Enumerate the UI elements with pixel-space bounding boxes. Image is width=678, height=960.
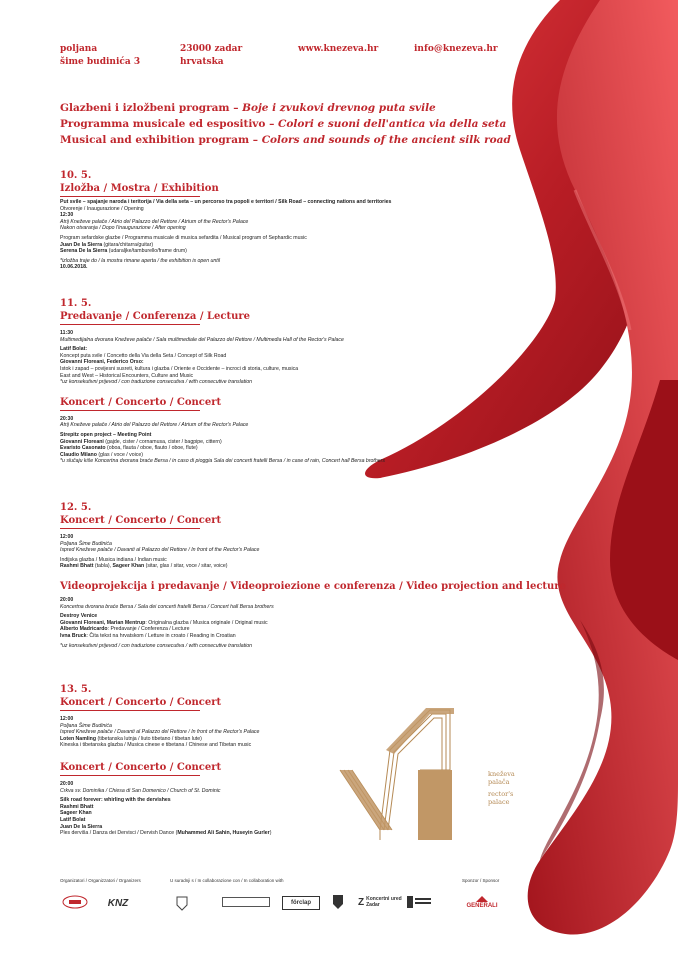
city-crest-logo [330, 893, 346, 911]
day-date: 10. 5. [60, 170, 92, 181]
day-date: 13. 5. [60, 684, 92, 695]
video-details: 20:00 Koncertna dvorana braće Bersa / Sala dei concerti fratelli Bersa / Concert hall Bersa brothers Destroy Venice Giovanni Floreani, Marian Mentrup: Originalna glazba / Musica originale / Original music Alberto Madricardo: Predavanje / Conferenza / Lecture Ivna Bruck: Čita tekst na hrvatskom / Letture in croato / Reading in Croatian *uz konsekutivni prijevod / con traduzione consecutiva / with consecutive translation [60, 596, 274, 649]
event-details: 12:00 Poljana Šime Budinića Ispred Kneževe palače / Davanti al Palazzo del Rettore / In front of the Rector's Palace Indijska glazba / Musica indiana / Indian music Rashmi Bhatt (tabla), Sageer Khan (sitar, glas / sitar, voce / sitar, voice) [60, 534, 260, 570]
program-title-hr: Glazbeni i izložbeni program – Boje i zvukovi drevnog puta svile [60, 102, 436, 114]
section-divider [60, 410, 200, 411]
concert-details: 20:00 Crkva sv. Dominika / Chiesa di San Domenico / Church of St. Dominic Silk road forever: whirling with the dervishes Rashmi Bhatt Sageer Khan Latif Bolat Juan De la Sierra Ples derviša / Danza dei Dervisci / Dervish Dance (Muhammed Ali Sahin, Huseyin Gurler) [60, 780, 272, 837]
sponsor-label: Sponzor / Sponsor [462, 878, 500, 883]
address-line-1: poljana [60, 44, 98, 54]
organizer-logo-1 [60, 893, 90, 911]
section-title: Koncert / Concerto / Concert [60, 515, 222, 526]
section-divider [60, 324, 200, 325]
event-details: 11:30 Multimedijalna dvorana Kneževe palače / Sala multimediale del Palazzo del Rettore / Multimedia Hall of the Rector's Palace Latif Bolat: Koncept puta svile / Concetto della Via della Seta / Concept of Silk Road Giovanni Floreani, Federico Orso: Istok i zapad – povijesni susreti, kultura i glazba / Oriente e Occidente – incroci di storia, culture, musica East and West – Historical Encounters, Culture and Music *uz konsekutivni prijevod / con traduzione consecutiva / with consecutive translation [60, 330, 344, 386]
program-title-en: Musical and exhibition program – Colors and sounds of the ancient silk road [60, 134, 511, 146]
day-section-12-5 [60, 502, 566, 649]
day-section-13-5 [60, 684, 271, 837]
city-line-2: hrvatska [180, 57, 224, 67]
section-title: Predavanje / Conferenza / Lecture [60, 311, 251, 322]
day-section-10-5 [60, 170, 391, 271]
program-titles [60, 100, 511, 148]
section-divider [60, 196, 200, 197]
section-divider [60, 528, 200, 529]
section-title-concert: Koncert / Concerto / Concert [60, 761, 222, 773]
sponsor-logo-small [406, 895, 432, 909]
organizers-label: Organizatori / Organizzatori / Organizers [60, 878, 141, 883]
section-title-video: Videoprojekcija i predavanje / Videoproiezione e conferenza / Video projection and lecture [60, 580, 566, 592]
knezeva-palaca-logo-graphic [330, 690, 480, 840]
header-city [180, 43, 242, 69]
address-line-2: šime budinića 3 [60, 57, 141, 67]
institution-logo [222, 896, 270, 908]
day-date: 12. 5. [60, 502, 92, 513]
forclap-logo: förclap [282, 896, 320, 910]
header-address [60, 43, 140, 69]
city-line-1: 23000 zadar [180, 44, 243, 54]
day-date: 11. 5. [60, 298, 92, 309]
email-link[interactable]: info@knezeva.hr [414, 44, 498, 54]
palace-logo-text: kneževa palača rector's palace [488, 770, 515, 806]
section-divider [60, 710, 200, 711]
day-section-11-5 [60, 298, 385, 465]
section-title: Koncert / Concerto / Concert [60, 697, 222, 708]
koncertni-ured-zadar-logo: Z Koncertni ured Zadar [358, 896, 402, 908]
collaboration-label: U suradnji s / In collaborazione con / In collaboration with [170, 878, 284, 883]
program-title-it: Programma musicale ed espositivo – Colori e suoni dell'antica via della seta [60, 118, 507, 130]
ministry-crest-logo [172, 894, 192, 912]
event-details: Put svile – spajanje naroda i teritorija / Via della seta – un percorso tra popoli e territori / Silk Road – connecting nations and territories Otvorenje / Inaugurazione / Opening 12:30 Atrij Kneževe palače / Atrio del Palazzo del Rettore / Atrium of the Rector's Palace Nakon otvaranja / Dopo l'inaugurazione / After opening Program sefardske glazbe / Programma musicale di musica sefardita / Musical program of Sephardic music Juan De la Sierra (gitara/chitarra/guitar) Serena De la Sierra (udaraljke/tamburello/frame drum) *izložba traje do / la mostra rimane aperta / the exhibition is open until 10.06.2018. [60, 199, 392, 271]
section-title: Izložba / Mostra / Exhibition [60, 183, 219, 194]
generali-logo: GENERALI [462, 893, 502, 911]
concert-details: 20:30 Atrij Kneževe palače / Atrio del Palazzo del Rettore / Atrium of the Rector's Palace Strepitz open project – Meeting Point Giovanni Floreani (gajde, cister / cornamusa, cister / bagpipe, cittern) Evaristo Casonato (oboa, flauta / oboe, flauto / oboe, flute) Claudio Milano (glas / voce / voice) *u slučaju kiše Koncertna dvorana braće Bersa / in caso di pioggia Sala dei concerti fratelli Bersa / in case of rain, Concert hall Bersa brothers [60, 415, 385, 465]
section-divider [60, 775, 200, 776]
knz-logo: KNZ [107, 897, 129, 909]
website-link[interactable]: www.knezeva.hr [298, 44, 379, 54]
event-details: 12:00 Poljana Šime Budinića Ispred Kneževe palače / Davanti al Palazzo del Rettore / In front of the Rector's Palace Loten Namling (tibetanska lutnja / liuto tibetano / tibetan lute) Kineska i tibetanska glazba / Musica cinese e tibetana / Chinese and Tibetan music [60, 716, 260, 749]
section-title-concert: Koncert / Concerto / Concert [60, 396, 222, 408]
